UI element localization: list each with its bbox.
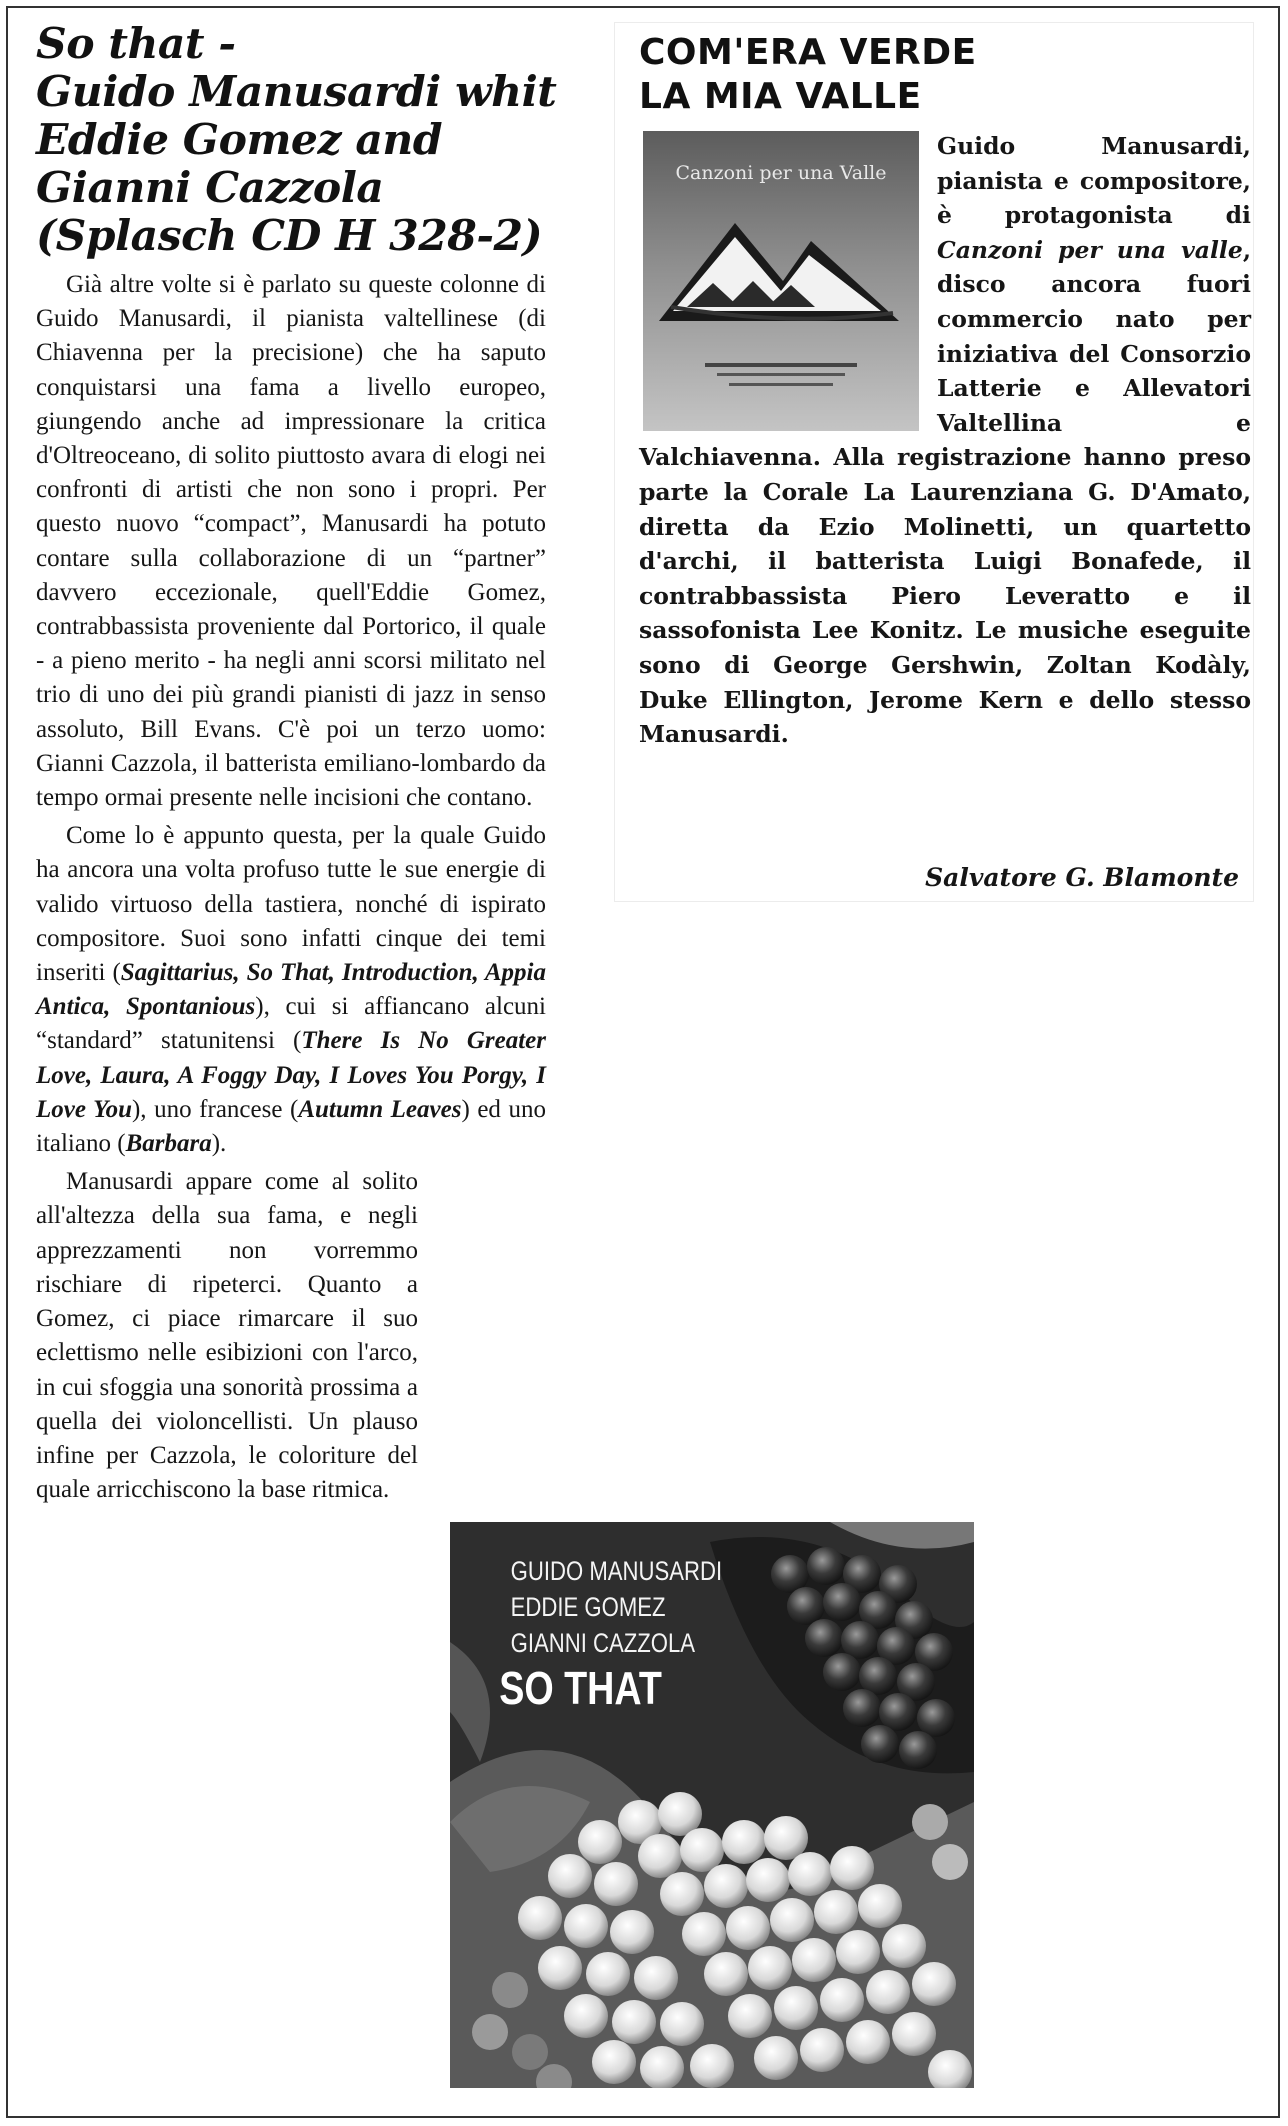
- text-run: ), uno francese (: [131, 1095, 299, 1123]
- review-paragraph-1: Già altre volte si è parlato su queste colonne di Guido Manusardi, il pianista valtellinese (di Chiavenna per la precisione) che ha saputo conquistarsi una fama a livello europeo, giungendo anche ad impressionare la critica d'Oltreoceano, di solito piuttosto avara di elogi nei confronti di artisti che non sono i propri. Per questo nuovo “compact”, Manusardi ha potuto contare sulla collaborazione di un “partner” davvero eccezionale, quell'Eddie Gomez, contrabbassista proveniente dal Portorico, il quale - a pieno merito - ha negli anni scorsi militato nel trio di uno dei più grandi pianisti di jazz in senso assoluto, Bill Evans. C'è poi un terzo uomo: Gianni Cazzola, il batterista emiliano-lombardo da tempo ormai presente nelle incisioni che contano.: [36, 271, 546, 812]
- side-article-box: [614, 22, 1254, 902]
- text-run: , disco ancora fuori commercio nato per iniziativa del Consorzio Latterie e Allevatori Valtellina e Valchiavenna. Alla registrazione hanno preso parte la Corale La Laurenziana G. D'Amato, diretta da Ezio Molinetti, un quartetto d'archi, il batterista Luigi Bonafede, il contrabbassista Piero Leveratto e il sassofonista Lee Konitz. Le musiche eseguite sono di George Gershwin, Zoltan Kodàly, Duke Ellington, Jerome Kern e dello stesso Manusardi.: [639, 235, 1251, 749]
- side-article-body: [639, 129, 1251, 752]
- cd-artist-line: GUIDO MANUSARDI: [510, 1557, 723, 1587]
- review-paragraph-2: [36, 819, 546, 1161]
- album-cover-title: Canzoni per una Valle: [675, 162, 887, 184]
- review-title-line: So that -: [36, 19, 236, 69]
- text-run: ).: [211, 1130, 227, 1158]
- headline-line: LA MIA VALLE: [639, 76, 922, 117]
- italic-run: Canzoni per una valle: [937, 235, 1243, 264]
- review-title-line: (Splasch CD H 328-2): [36, 211, 543, 261]
- italic-run: Autumn Leaves: [298, 1095, 462, 1123]
- italic-run: Sagittarius, So That, Introduction, Appia Antica, Spontanious: [36, 959, 546, 1021]
- text-run: ), cui si affiancano alcuni “standard” statunitensi (: [36, 993, 546, 1055]
- headline-line: COM'ERA VERDE: [639, 32, 977, 73]
- text-run: ) ed uno italiano (: [36, 1095, 546, 1158]
- review-title-line: Guido Manusardi whit: [36, 67, 557, 117]
- text-run: Come lo è appunto questa, per la quale Guido ha ancora una volta profuso tutte le sue energie di valido virtuoso della tastiera, nonché di ispirato compositore. Suoi sono infatti cinque dei temi inseriti (: [36, 822, 546, 987]
- left-review-column: [36, 19, 557, 1511]
- review-title: [36, 19, 557, 261]
- author-signature: Salvatore G. Blamonte: [925, 863, 1239, 892]
- cd-cover-image: [450, 1522, 974, 2088]
- review-title-line: Eddie Gomez and: [36, 115, 443, 165]
- review-title-line: Gianni Cazzola: [36, 163, 384, 213]
- review-body: [36, 268, 546, 1507]
- side-article-headline: [639, 31, 977, 119]
- italic-run: Barbara: [125, 1130, 212, 1158]
- text-run: Guido Manusardi, pianista e compositore, è protagonista di: [937, 132, 1251, 230]
- cd-artist-line: EDDIE GOMEZ: [510, 1593, 666, 1623]
- cd-title: SO THAT: [499, 1662, 662, 1714]
- review-paragraph-3: Manusardi appare come al solito all'altezza della sua fama, e negli apprezzamenti non vorremmo rischiare di ripeterci. Quanto a Gomez, ci piace rimarcare il suo eclettismo nelle esibizioni con l'arco, in cui sfoggia una sonorità prossima a quella dei violoncellisti. Un plauso infine per Cazzola, le coloriture del quale arricchiscono la base ritmica.: [36, 1168, 418, 1504]
- italic-run: There Is No Greater Love, Laura, A Foggy Day, I Loves You Porgy, I Love You: [36, 1027, 547, 1123]
- cd-artist-line: GIANNI CAZZOLA: [510, 1629, 696, 1659]
